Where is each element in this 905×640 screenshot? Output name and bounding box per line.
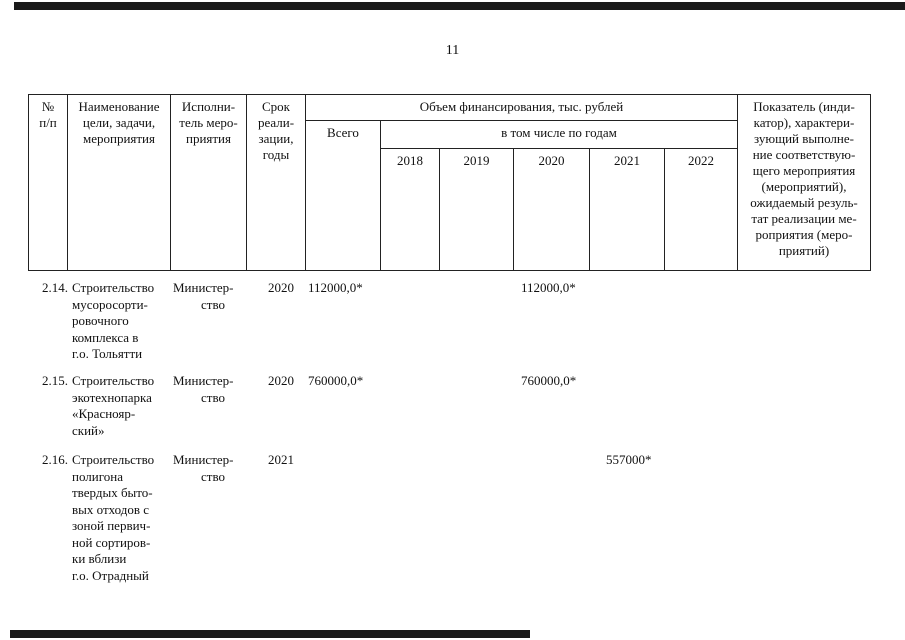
header-term: Срок реали- зации, годы	[247, 95, 306, 271]
header-indicator: Показатель (инди- катор), характери- зующий выполне- ние соответствую- щего мероприятия (мероприятий), ожидаемый резуль- тат реализации ме- роприятия (меро- приятий)	[738, 95, 871, 271]
header-year-2019: 2019	[440, 149, 514, 271]
row-executor: Министер- ство	[173, 280, 234, 312]
row-total: 112000,0*	[308, 280, 363, 295]
header-by-years: в том числе по годам	[381, 121, 738, 149]
scan-edge-top	[14, 2, 905, 10]
row-num: 2.16.	[42, 452, 68, 467]
row-num: 2.14.	[42, 280, 68, 295]
row-num: 2.15.	[42, 373, 68, 388]
row-name: Строительство экотехнопарка «Краснояр- ский»	[72, 373, 155, 438]
header-year-2018: 2018	[381, 149, 440, 271]
table-header	[28, 94, 871, 271]
row-executor: Министер- ство	[173, 373, 234, 405]
scan-edge-bottom	[10, 630, 530, 638]
row-executor: Министер- ство	[173, 452, 234, 484]
header-year-2020: 2020	[514, 149, 590, 271]
row-term: 2020	[268, 280, 294, 295]
header-num: № п/п	[29, 95, 68, 271]
row-2020: 112000,0*	[521, 280, 576, 295]
row-term: 2021	[268, 452, 294, 467]
row-2020: 760000,0*	[521, 373, 577, 388]
row-name: Строительство мусоросорти- ровочного комплекса в г.о. Тольятти	[72, 280, 155, 361]
row-name: Строительство полигона твердых быто- вых отходов с зоной первич- ной сортиров- ки вблизи г.о. Отрадный	[72, 452, 155, 583]
page-number: 11	[445, 43, 460, 58]
header-year-2022: 2022	[665, 149, 738, 271]
header-funding: Объем финансирования, тыс. рублей	[306, 95, 738, 121]
row-total: 760000,0*	[308, 373, 364, 388]
row-2021: 557000*	[606, 452, 652, 467]
header-year-2021: 2021	[590, 149, 665, 271]
row-term: 2020	[268, 373, 294, 388]
header-total: Всего	[306, 121, 381, 271]
header-executor: Исполни- тель меро- приятия	[171, 95, 247, 271]
header-name: Наименование цели, задачи, мероприятия	[68, 95, 171, 271]
